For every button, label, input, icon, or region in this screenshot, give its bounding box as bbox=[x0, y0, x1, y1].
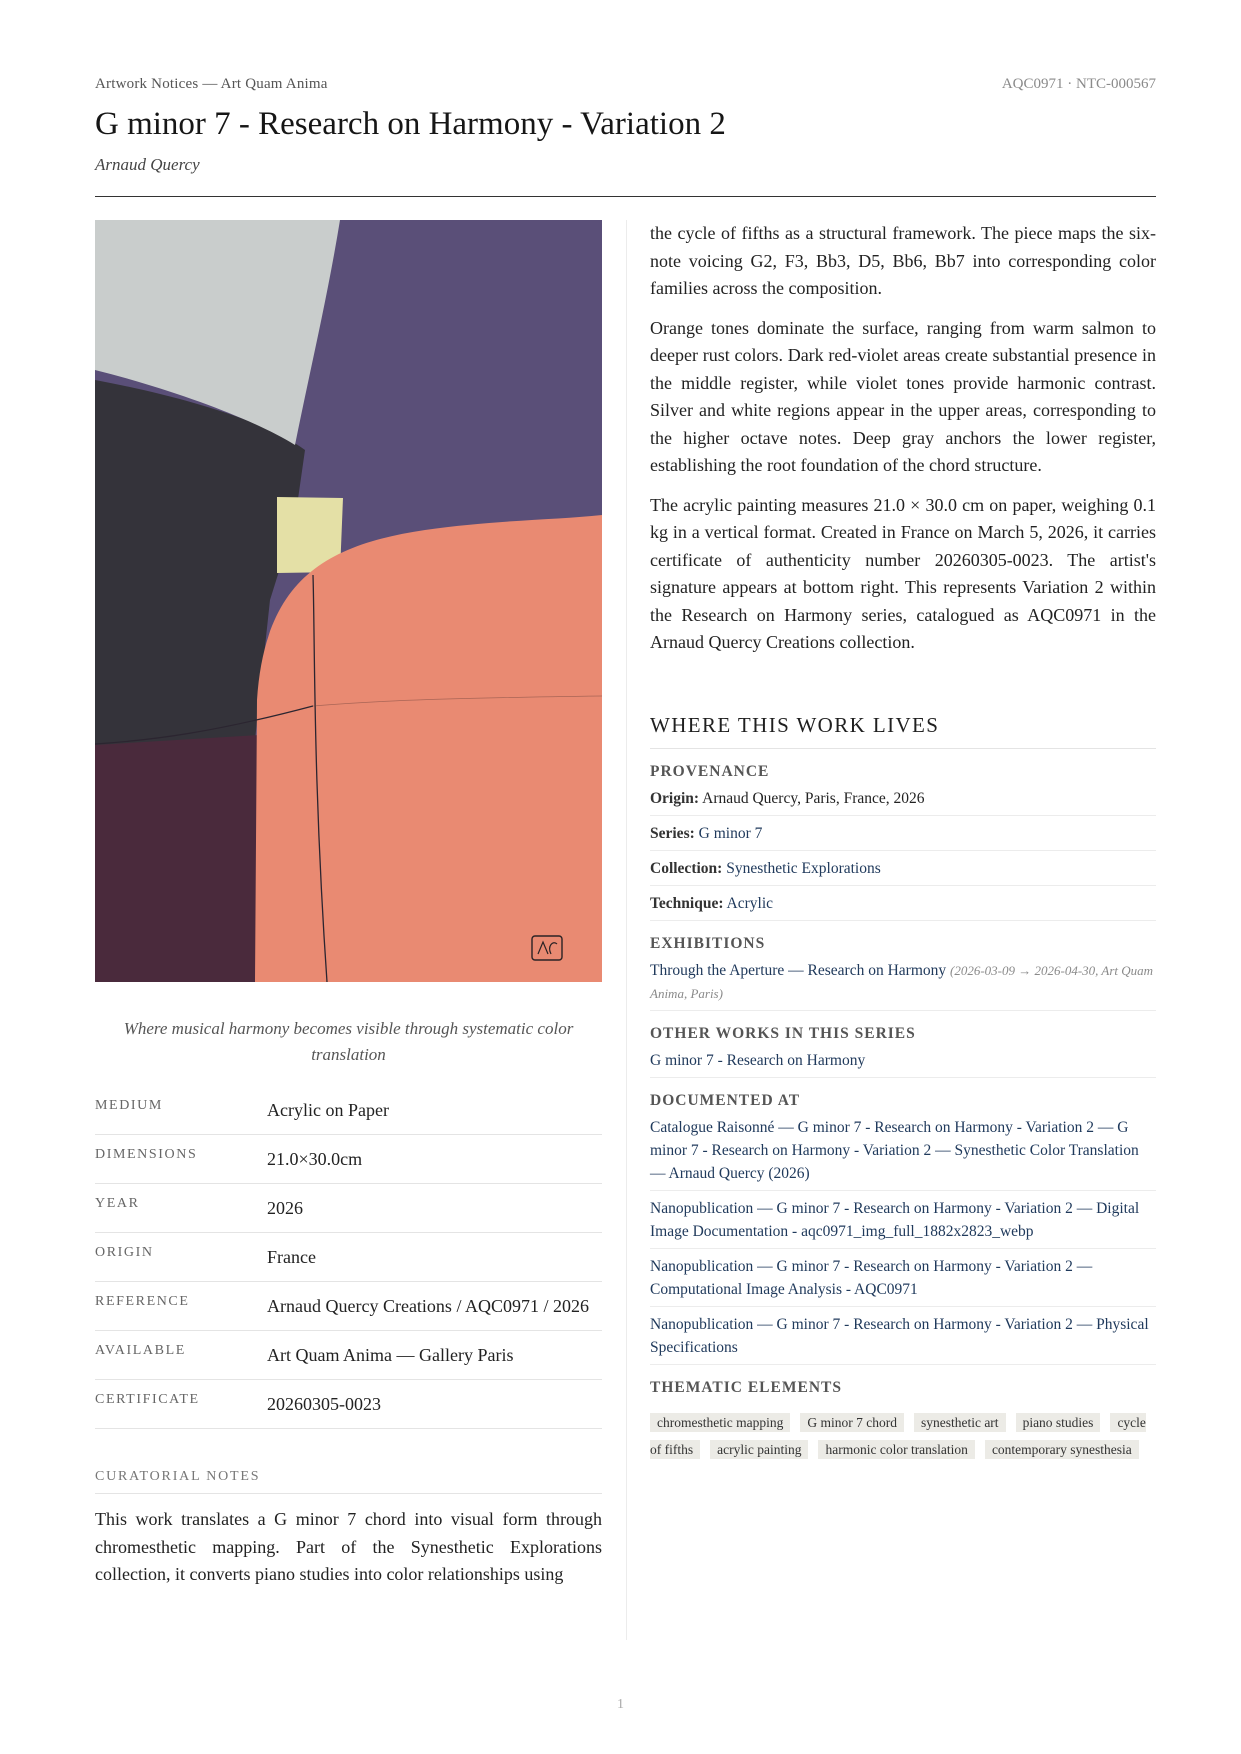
provenance-label: Technique: bbox=[650, 894, 724, 912]
tag[interactable]: cycle of fifths bbox=[650, 1414, 1146, 1457]
spec-value: Acrylic on Paper bbox=[267, 1100, 389, 1120]
header-divider bbox=[95, 196, 1156, 197]
spec-label: MEDIUM bbox=[95, 1098, 163, 1113]
exhibition-link[interactable]: Through the Aperture — Research on Harmony bbox=[650, 961, 947, 979]
documented-link[interactable]: Nanopublication — G minor 7 - Research on Harmony - Variation 2 — Physical Specifications bbox=[650, 1315, 1149, 1356]
spec-table bbox=[95, 1086, 602, 1429]
provenance-technique bbox=[650, 886, 1156, 921]
documented-item bbox=[650, 1191, 1156, 1249]
artwork-painting bbox=[95, 220, 602, 982]
exhibition-item bbox=[650, 953, 1156, 1011]
artist-name: Arnaud Quercy bbox=[95, 155, 200, 174]
documented-link[interactable]: Catalogue Raisonné — G minor 7 - Research on Harmony - Variation 2 — G minor 7 - Research on Harmony - Variation 2 — Synesthetic Color Translation — Arnaud Quercy (2026) bbox=[650, 1118, 1139, 1182]
spec-value: Art Quam Anima — Gallery Paris bbox=[267, 1345, 514, 1365]
provenance-series bbox=[650, 816, 1156, 851]
tag[interactable]: synesthetic art bbox=[914, 1413, 1006, 1432]
series-link[interactable]: G minor 7 bbox=[698, 824, 763, 842]
spec-label: REFERENCE bbox=[95, 1294, 190, 1309]
tag[interactable]: contemporary synesthesia bbox=[985, 1440, 1139, 1459]
page-title: G minor 7 - Research on Harmony - Variation 2 bbox=[95, 106, 726, 142]
artwork-caption: Where musical harmony becomes visible through systematic color translation bbox=[123, 1019, 574, 1064]
spec-value: 2026 bbox=[267, 1198, 303, 1218]
spec-row-reference bbox=[95, 1282, 602, 1331]
provenance-label: Series: bbox=[650, 824, 695, 842]
documented-link[interactable]: Nanopublication — G minor 7 - Research on Harmony - Variation 2 — Computational Image Analysis - AQC0971 bbox=[650, 1257, 1093, 1298]
curatorial-paragraph-2: Orange tones dominate the surface, ranging from warm salmon to deeper rust colors. Dark red-violet areas create substantial presence in the middle register, while violet tones provide harmonic contrast. Silver and white regions appear in the upper areas, corresponding to the higher octave notes. Deep gray anchors the lower register, establishing the root foundation of the chord structure. bbox=[650, 317, 1156, 475]
spec-label: CERTIFICATE bbox=[95, 1392, 200, 1407]
where-section-heading: WHERE THIS WORK LIVES bbox=[650, 713, 1156, 749]
spec-row-certificate bbox=[95, 1380, 602, 1429]
tag[interactable]: acrylic painting bbox=[710, 1440, 808, 1459]
spec-row-available bbox=[95, 1331, 602, 1380]
provenance-label: Origin: bbox=[650, 789, 700, 807]
spec-row-dimensions bbox=[95, 1135, 602, 1184]
documented-item bbox=[650, 1110, 1156, 1191]
tag[interactable]: harmonic color translation bbox=[818, 1440, 974, 1459]
reference-ids: AQC0971 · NTC-000567 bbox=[1001, 76, 1156, 92]
tag-list bbox=[650, 1409, 1156, 1463]
spec-label: DIMENSIONS bbox=[95, 1147, 198, 1162]
documented-item bbox=[650, 1307, 1156, 1365]
provenance-heading: PROVENANCE bbox=[650, 762, 770, 780]
curatorial-intro: This work translates a G minor 7 chord into visual form through chromesthetic mapping. Part of the Synesthetic Explorations collection, it converts piano studies into color relationships using bbox=[95, 1509, 602, 1584]
documented-item bbox=[650, 1249, 1156, 1307]
curatorial-continued: the cycle of fifths as a structural framework. The piece maps the six-note voicing G2, F3, Bb3, D5, Bb6, Bb7 into corresponding color families across the composition. bbox=[650, 223, 1156, 298]
tag[interactable]: piano studies bbox=[1016, 1413, 1101, 1432]
tag[interactable]: chromesthetic mapping bbox=[650, 1413, 790, 1432]
column-divider bbox=[626, 220, 627, 1640]
spec-label: AVAILABLE bbox=[95, 1343, 186, 1358]
provenance-collection bbox=[650, 851, 1156, 886]
spec-row-origin bbox=[95, 1233, 602, 1282]
spec-value: Arnaud Quercy Creations / AQC0971 / 2026 bbox=[267, 1296, 589, 1316]
tag[interactable]: G minor 7 chord bbox=[800, 1413, 904, 1432]
page-number: 1 bbox=[617, 1697, 624, 1712]
right-column bbox=[650, 220, 1156, 1463]
artwork-image bbox=[95, 220, 602, 982]
exhibitions-heading: EXHIBITIONS bbox=[650, 934, 766, 952]
provenance-label: Collection: bbox=[650, 859, 723, 877]
spec-row-year bbox=[95, 1184, 602, 1233]
documented-link[interactable]: Nanopublication — G minor 7 - Research on Harmony - Variation 2 — Digital Image Documentation - aqc0971_img_full_1882x2823_webp bbox=[650, 1199, 1140, 1240]
technique-link[interactable]: Acrylic bbox=[726, 894, 774, 912]
documented-heading: DOCUMENTED AT bbox=[650, 1091, 801, 1109]
other-work-item bbox=[650, 1043, 1156, 1078]
other-works-heading: OTHER WORKS IN THIS SERIES bbox=[650, 1024, 916, 1042]
spec-label: YEAR bbox=[95, 1196, 140, 1211]
spec-value: France bbox=[267, 1247, 316, 1267]
spec-label: ORIGIN bbox=[95, 1245, 154, 1260]
other-work-link[interactable]: G minor 7 - Research on Harmony bbox=[650, 1051, 866, 1069]
spec-value: 21.0×30.0cm bbox=[267, 1149, 363, 1169]
exhibition-meta: (2026-03-09 → 2026-04-30, Art Quam Anima, Paris) bbox=[650, 962, 1154, 1001]
left-column bbox=[95, 220, 602, 1589]
curatorial-paragraph-3: The acrylic painting measures 21.0 × 30.0 cm on paper, weighing 0.1 kg in a vertical format. Created in France on March 5, 2026, it carries certificate of authenticity number 20260305-0023. The artist's signature appears at bottom right. This represents Variation 2 within the Research on Harmony series, catalogued as AQC0971 in the Arnaud Quercy Creations collection. bbox=[650, 494, 1156, 652]
document-page bbox=[95, 0, 1156, 1754]
header-bar bbox=[95, 76, 1156, 98]
breadcrumb: Artwork Notices — Art Quam Anima bbox=[95, 76, 328, 92]
provenance-origin bbox=[650, 781, 1156, 816]
collection-link[interactable]: Synesthetic Explorations bbox=[726, 859, 881, 877]
spec-row-medium bbox=[95, 1086, 602, 1135]
spec-value: 20260305-0023 bbox=[267, 1394, 381, 1414]
thematic-heading: THEMATIC ELEMENTS bbox=[650, 1378, 842, 1396]
curatorial-notes-heading: CURATORIAL NOTES bbox=[95, 1469, 602, 1494]
provenance-value: Arnaud Quercy, Paris, France, 2026 bbox=[702, 789, 925, 807]
